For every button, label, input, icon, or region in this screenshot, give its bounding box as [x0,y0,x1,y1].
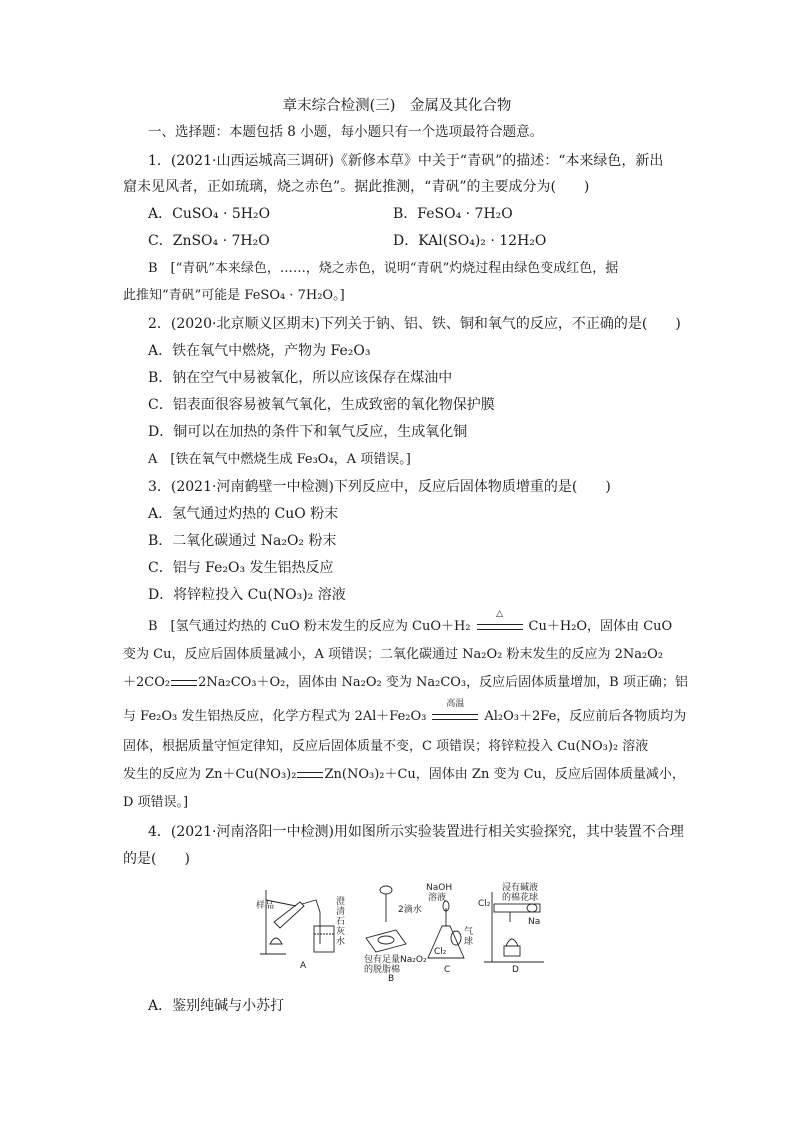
q2-stem: 2．(2020·北京顺义区期末)下列关于钠、铝、铁、铜和氧气的反应，不正确的是( ) [148,316,681,332]
q3-answer-line1 [148,608,673,637]
naoh-label-2: 溶液 [428,893,447,903]
alkali-cotton-label-2: 的棉花球 [502,893,539,903]
q1-option-d: D．KAl(SO₄)₂ · 12H₂O [393,233,547,249]
equals-sign [297,772,323,778]
q3-answer-line3 [123,673,688,693]
cl2-label-d: Cl₂ [478,899,491,909]
label-c: C [444,965,451,975]
q1-answer-line1: B [“青矾”本来绿色，……，烧之赤色，说明“青矾”灼烧过程由绿色变成红色，据 [148,261,619,276]
page-title: 章末综合检测(三) 金属及其化合物 [282,98,512,114]
q3-answer-line7: D 项错误。] [123,795,189,810]
label-b: B [388,974,395,982]
q3-answer-line5: 固体，根据质量守恒定律知，反应后固体质量不变，C 项错误；将锌粒投入 Cu(NO₃)₂ 溶液 [123,739,649,754]
q1-stem-line1: 1．(2021·山西运城高三调研)《新修本草》中关于“青矾”的描述：“本来绿色，新出 [148,153,664,169]
q3-answer-line3-post: 2Na₂CO₃＋O₂，固体由 Na₂O₂ 变为 Na₂CO₃，反应后固体质量增加，B 项正确；铝 [198,675,688,690]
na2o2-cotton-label-1: 包有足量Na₂O₂ [364,955,427,965]
q3-option-a: A．氢气通过灼热的 CuO 粉末 [148,506,339,522]
q1-option-a: A．CuSO₄ · 5H₂O [148,206,271,222]
q4-option-a: A．鉴别纯碱与小苏打 [148,998,285,1014]
q1-stem-line2: 窟未见风者，正如琉璃，烧之赤色”。据此推测，“青矾”的主要成分为( ) [123,179,590,195]
lime-water-label-1: 澄 [336,897,346,907]
q2-option-c: C．铝表面很容易被氧气氧化，生成致密的氧化物保护膜 [148,397,495,413]
q4-stem-line2: 的是( ) [123,851,190,867]
lime-water-label-2: 清 [336,907,346,917]
heat-condition: △ [496,608,503,619]
q1-answer-line2: 此推知“青矾”可能是 FeSO₄ · 7H₂O。] [123,288,345,303]
q4-stem-line1: 4．(2021·河南洛阳一中检测)用如图所示实验装置进行相关实验探究，其中装置不合理 [148,824,684,840]
heat-reaction-arrow [473,608,527,634]
apparatus-a [260,890,334,954]
lime-water-label-4: 灰 [336,927,346,937]
q2-option-d: D．铜可以在加热的条件下和氧气反应，生成氧化铜 [148,424,468,440]
q3-answer-line6-pre: 发生的反应为 Zn＋Cu(NO₃)₂ [123,767,297,782]
q1-option-b: B．FeSO₄ · 7H₂O [393,206,513,222]
section-heading: 一、选择题：本题包括 8 小题，每小题只有一个选项最符合题意。 [148,124,544,140]
q3-answer-line1-pre: B [氢气通过灼热的 CuO 粉末发生的反应为 CuO＋H₂ [148,619,471,634]
q3-answer-line2: 变为 Cu，反应后固体质量减小，A 项错误；二氧化碳通过 Na₂O₂ 粉末发生的反应为 2Na₂O₂ [123,647,664,662]
q3-stem: 3．(2021·河南鹤壁一中检测)下列反应中，反应后固体物质增重的是( ) [148,479,611,495]
cl2-label-c: Cl₂ [434,947,447,957]
q3-answer-line3-pre: ＋2CO₂ [123,675,171,690]
label-a: A [300,961,307,971]
label-d: D [512,965,519,975]
apparatus-b [366,886,406,952]
lime-water-label-3: 石 [336,917,346,927]
na-label: Na [528,917,541,927]
q2-option-a: A．铁在氧气中燃烧，产物为 Fe₂O₃ [148,343,371,359]
lime-water-label-5: 水 [336,937,346,947]
q3-option-d: D．将锌粒投入 Cu(NO₃)₂ 溶液 [148,587,346,603]
q3-answer-line6 [123,765,685,785]
balloon-label-2: 球 [464,937,474,947]
high-temp-condition: 高温 [446,698,465,709]
equals-sign [171,680,197,686]
naoh-label-1: NaOH [426,883,453,893]
apparatus-figure [256,882,556,982]
q3-answer-line4-pre: 与 Fe₂O₃ 发生铝热反应，化学方程式为 2Al＋Fe₂O₃ [123,709,427,724]
na2o2-cotton-label-2: 的脱脂棉 [364,965,401,975]
q3-answer-line4 [123,698,687,727]
two-drops-water-label: 2滴水 [398,905,422,915]
q3-answer-line1-post: Cu＋H₂O，固体由 CuO [528,619,673,634]
q1-option-c: C．ZnSO₄ · 7H₂O [148,233,270,249]
sample-label: 样品 [256,901,275,911]
q2-answer: A [铁在氧气中燃烧生成 Fe₃O₄，A 项错误。] [148,452,411,467]
q3-option-b: B．二氧化碳通过 Na₂O₂ 粉末 [148,533,337,549]
high-temp-reaction-arrow [428,698,482,724]
balloon-label-1: 气 [464,927,474,937]
q3-answer-line6-post: Zn(NO₃)₂＋Cu，固体由 Zn 变为 Cu，反应后固体质量减小， [324,767,685,782]
q2-option-b: B．钠在空气中易被氧化，所以应该保存在煤油中 [148,370,453,386]
q3-answer-line4-post: Al₂O₃＋2Fe，反应前后各物质均为 [484,709,687,724]
alkali-cotton-label-1: 浸有碱液 [502,883,539,893]
q3-option-c: C．铝与 Fe₂O₃ 发生铝热反应 [148,560,334,576]
